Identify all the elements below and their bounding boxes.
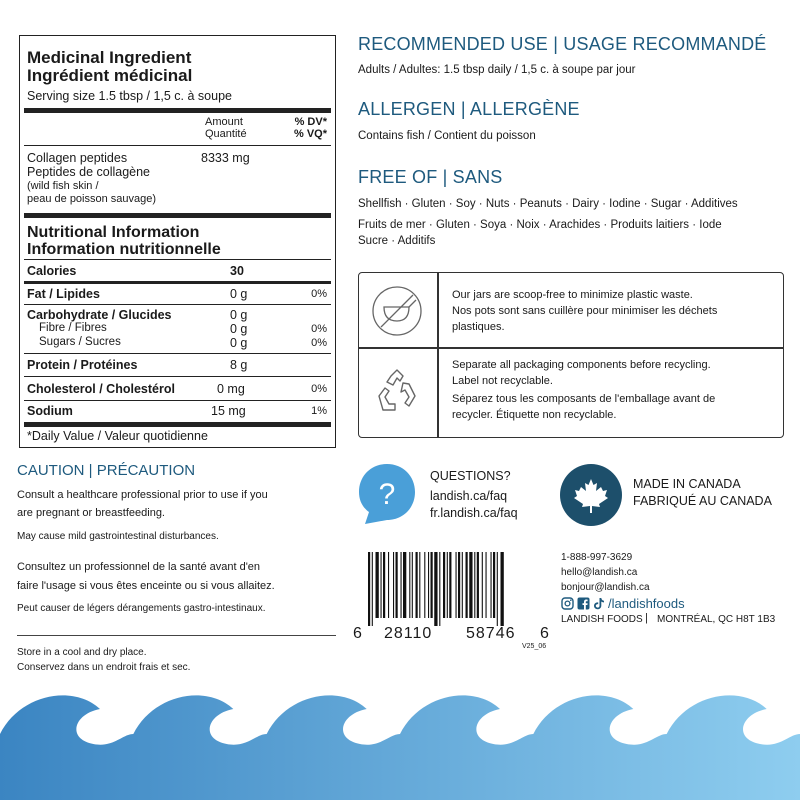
serving-size: Serving size 1.5 tbsp / 1,5 c. à soupe [27,89,232,103]
nutrient-label: Sodium [27,404,73,418]
scoop-text-line: Our jars are scoop-free to minimize plastic waste. [452,289,693,301]
dv-header-fr: % VQ* [293,128,327,140]
medicinal-title-fr: Ingrédient médicinal [27,66,193,85]
thick-rule [24,422,331,427]
nutrient-dv: 0% [311,383,327,395]
free-of-line-fr-2: Sucre · Additifs [358,235,436,247]
facebook-icon[interactable] [577,597,590,610]
free-of-line-en: Shellfish · Gluten · Soy · Nuts · Peanuts · Dairy · Iodine · Sugar · Additives [358,198,738,210]
tiktok-icon[interactable] [593,597,605,610]
social-handle[interactable]: /landishfoods [608,596,685,611]
phone-number[interactable]: 1-888-997-3629 [561,552,633,563]
nutrition-title-fr: Information nutritionnelle [27,241,221,258]
questions-title: QUESTIONS? [430,469,511,483]
ingredient-amount: 8333 mg [201,151,250,165]
nutrient-amount: 8 g [230,358,248,372]
nutrient-amount: 0 g [230,287,248,301]
email-en[interactable]: hello@landish.ca [561,567,638,578]
allergen-heading: ALLERGEN | ALLERGÈNE [358,99,580,119]
calories-label: Calories [27,264,77,278]
svg-text:?: ? [378,478,396,511]
scoop-text-line: plastiques. [452,321,505,333]
nutrient-amount: 0 mg [217,382,245,396]
ingredient-source-fr: peau de poisson sauvage) [27,193,157,205]
caution-line: Peut causer de légers dérangements gastro-intestinaux. [17,603,266,614]
rule [24,259,331,260]
instagram-icon[interactable] [561,597,574,610]
pipe-separator: | [645,612,648,624]
barcode-digit: 6 [353,625,363,642]
storage-text-en: Store in a cool and dry place. [17,647,147,658]
social-row [561,596,685,611]
caution-line: faire l'usage si vous êtes enceinte ou si vous allaitez. [17,580,275,592]
recycle-text-line: Label not recyclable. [452,375,553,387]
recycle-icon [371,366,423,418]
thick-rule [24,213,331,218]
company-address: MONTRÉAL, QC H8T 1B3 [657,614,776,625]
rule [24,353,331,354]
rule [24,304,331,305]
free-of-line-fr: Fruits de mer · Gluten · Soya · Noix · Arachides · Produits laitiers · Iode [358,219,722,231]
caution-line: Consultez un professionnel de la santé avant d'en [17,561,261,573]
barcode-digit: 6 [540,625,550,642]
scoop-text-line: Nos pots sont sans cuillère pour minimiser les déchets [452,305,718,317]
nutrient-dv: 0% [311,337,327,349]
nutrient-label: Fibre / Fibres [39,322,107,334]
nutrition-title-en: Nutritional Information [27,224,200,241]
amount-header-en: Amount [205,116,243,128]
nutrient-label: Carbohydrate / Glucides [27,308,172,322]
nutrient-amount: 0 g [230,322,248,336]
nutrient-label: Protein / Protéines [27,358,138,372]
amount-header-fr: Quantité [205,128,247,140]
faq-link-en[interactable]: landish.ca/faq [430,489,508,503]
free-of-heading: FREE OF | SANS [358,167,503,187]
recycle-text-line: Séparez tous les composants de l'emballage avant de [452,393,716,405]
barcode-digits: 28110 [384,625,433,642]
rule [24,145,331,146]
medium-rule [24,281,331,284]
nutrition-facts-panel [19,35,336,448]
wave-decoration [0,684,800,800]
rule [24,376,331,377]
nutrient-amount: 0 g [230,336,248,350]
calories-value: 30 [230,264,244,278]
maple-leaf-icon [560,464,622,526]
faq-link-fr[interactable]: fr.landish.ca/faq [430,506,518,520]
nutrient-label: Cholesterol / Cholestérol [27,382,175,396]
company-name: LANDISH FOODS [561,614,643,625]
divider [437,273,439,437]
barcode-digits: 58746 [466,625,516,642]
recommended-use-heading: RECOMMENDED USE | USAGE RECOMMANDÉ [358,34,767,54]
packaging-info-table [358,272,784,438]
medicinal-title-en: Medicinal Ingredient [27,48,192,67]
dv-header-en: % DV* [294,116,327,128]
nutrient-dv: 1% [311,405,327,417]
caution-heading: CAUTION | PRÉCAUTION [17,462,196,479]
divider [359,347,783,349]
barcode [368,552,548,626]
ingredient-source-en: (wild fish skin / [27,180,99,192]
nutrient-dv: 0% [311,323,327,335]
email-fr[interactable]: bonjour@landish.ca [561,582,650,593]
ingredient-name-en: Collagen peptides [27,151,128,165]
nutrient-dv: 0% [311,288,327,300]
made-in-canada-en: MADE IN CANADA [633,477,741,491]
version-code: V25_06 [522,643,547,650]
recycle-text-line: recycler. Étiquette non recyclable. [452,409,617,421]
recommended-use-text: Adults / Adultes: 1.5 tbsp daily / 1,5 c. à soupe par jour [358,64,636,76]
nutrient-amount: 15 mg [211,404,246,418]
made-in-canada-fr: FABRIQUÉ AU CANADA [633,494,772,508]
divider [17,635,336,636]
caution-line: May cause mild gastrointestinal disturbances. [17,531,219,542]
rule [24,400,331,401]
thick-rule [24,108,331,113]
nutrient-label: Fat / Lipides [27,287,100,301]
allergen-text: Contains fish / Contient du poisson [358,130,536,142]
caution-line: Consult a healthcare professional prior to use if you [17,489,268,501]
nutrient-amount: 0 g [230,308,248,322]
recycle-text-line: Separate all packaging components before recycling. [452,359,711,371]
daily-value-footnote: *Daily Value / Valeur quotidienne [27,429,208,443]
nutrient-label: Sugars / Sucres [39,336,121,348]
caution-line: are pregnant or breastfeeding. [17,507,165,519]
no-scoop-icon [371,285,423,337]
question-bubble-icon [357,462,417,526]
ingredient-name-fr: Peptides de collagène [27,165,151,179]
storage-text-fr: Conservez dans un endroit frais et sec. [17,662,191,673]
